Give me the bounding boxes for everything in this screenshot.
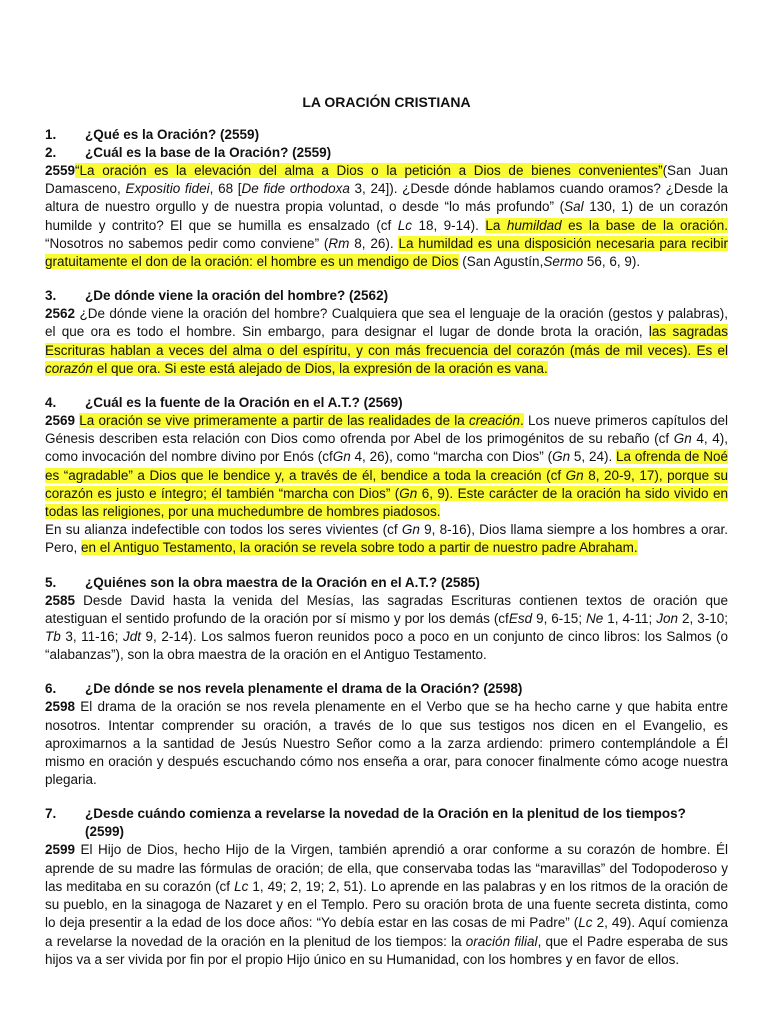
paragraph-ref: 2598 xyxy=(45,699,76,715)
text: , que el Padre esperaba de sus hijos va a ser vivida por fin por el propio Hijo único en su Humanidad, con los hombres y en favor de ellos. xyxy=(45,933,728,967)
question-number: 6. xyxy=(45,681,57,697)
italic-text: Jon xyxy=(656,610,679,626)
italic-text: Esd xyxy=(508,610,533,626)
text: 3, 24]). ¿Desde dónde hablamos cuando oramos? ¿Desde la altura de nuestro orgullo y de nuestra propia voluntad, o desde “lo más profundo” ( xyxy=(45,181,729,215)
question-7 xyxy=(45,805,728,841)
text: , 68 [ xyxy=(209,181,242,197)
question-number: 5. xyxy=(45,574,57,590)
question-number: 3. xyxy=(45,288,57,304)
text: el que ora. Si este está alejado de Dios, la expresión de la oración es vana. xyxy=(93,360,548,376)
italic-text: Gn xyxy=(565,467,584,483)
highlight xyxy=(79,413,524,428)
paragraph-2585 xyxy=(45,592,728,665)
question-number: 4. xyxy=(45,395,57,411)
question-text: ¿Desde cuándo comienza a revelarse la novedad de la Oración en la plenitud de los tiempos? (2599) xyxy=(85,806,686,840)
paragraph-2569-cont xyxy=(45,521,728,557)
text: Los nueve primeros capítulos del Génesis describen esta relación con Dios como ofrenda por Abel de los primogénitos de su rebaño (cf xyxy=(45,413,728,447)
question-2 xyxy=(45,144,728,162)
paragraph-ref: 2599 xyxy=(45,842,76,858)
text: 3, 11-16; xyxy=(60,629,123,645)
text: 9, 8-16), Dios llama siempre a los hombres a orar. Pero, xyxy=(45,522,729,556)
italic-text: Gn xyxy=(332,449,351,465)
text: Desde David hasta la venida del Mesías, las sagradas Escrituras contienen textos de oración que atestiguan el sentido profundo de la oración por sí mismo y por los demás (cf xyxy=(45,592,728,626)
italic-text: Rm xyxy=(328,235,350,251)
question-number: 1. xyxy=(45,127,57,142)
italic-text: Sermo xyxy=(543,254,584,270)
text: 5, 24). xyxy=(570,449,617,465)
text: 18, 9-14). xyxy=(411,217,486,233)
text: . xyxy=(520,413,524,429)
text: 1, 4-11; xyxy=(603,610,657,626)
italic-text: Lc xyxy=(578,915,593,931)
text: 130, 1) de un corazón humilde y contrito? El que se humilla es ensalzado (cf xyxy=(45,199,729,233)
italic-text: Lc xyxy=(234,878,249,894)
text: 4, 4), como invocación del nombre divino por Enós (cf xyxy=(45,431,728,465)
text: “Nosotros no sabemos pedir como conviene” ( xyxy=(45,235,329,251)
text: El Hijo de Dios, hecho Hijo de la Virgen, también aprendió a orar conforme a su corazón de hombre. Él aprende de su madre las fórmulas de oración; de ella, que conservaba todas las “maravillas” del Todopoderoso y las meditaba en su corazón (cf xyxy=(45,842,728,894)
paragraph-2599 xyxy=(45,841,728,968)
text: 4, 26), como “marcha con Dios” ( xyxy=(350,449,553,465)
italic-text: Expositio fidei xyxy=(125,181,210,197)
question-1 xyxy=(45,126,728,144)
paragraph-ref: 2559 xyxy=(45,163,76,178)
text: es la base de la oración. xyxy=(561,217,728,233)
paragraph-2562 xyxy=(45,305,728,378)
text: 8, 26). xyxy=(349,235,399,251)
text: 56, 6, 9). xyxy=(583,254,641,270)
italic-text: Tb xyxy=(45,629,61,645)
text: 6, 9). Este carácter de la oración ha sido vivido en todas las religiones, por una muchedumbre de hombres piadosos. xyxy=(45,485,728,520)
text: 2, 49). Aquí comienza a revelarse la novedad de la oración en la plenitud de los tiempos: la xyxy=(45,915,729,949)
italic-text: Lc xyxy=(397,217,412,233)
italic-text: humildad xyxy=(506,217,562,233)
question-3 xyxy=(45,287,728,305)
highlight: en el Antiguo Testamento, la oración se revela sobre todo a partir de nuestro padre Abraham. xyxy=(81,540,638,556)
question-text: ¿De dónde se nos revela plenamente el drama de la Oración? (2598) xyxy=(85,681,523,697)
text: La oración se vive primeramente a partir de las realidades de la xyxy=(79,413,470,429)
paragraph-ref: 2569 xyxy=(45,413,76,429)
question-text: ¿Qué es la Oración? (2559) xyxy=(85,127,260,142)
document-title: LA ORACIÓN CRISTIANA xyxy=(302,94,471,110)
question-4 xyxy=(45,394,728,412)
text: (San Juan Damasceno, xyxy=(45,163,728,197)
highlight xyxy=(485,218,728,233)
question-number: 7. xyxy=(45,806,57,822)
paragraph-2569 xyxy=(45,412,728,521)
italic-text: Jdt xyxy=(122,629,141,645)
question-6 xyxy=(45,680,728,698)
text: La ofrenda de Noé es “agradable” a Dios que le bendice y, a través de él, bendice a toda la creación (cf xyxy=(45,449,728,483)
text: El drama de la oración se nos revela plenamente en el Verbo que se ha hecho carne y que habita entre nosotros. Intentar comprender su oración, a través de lo que sus testigos nos dicen en el Evangelio, es aproximarnos a la santidad de Jesús Nuestro Señor como a la zarza ardiendo: primero contemplándole a Él mismo en oración y después escuchando cómo nos enseña a orar, para conocer finalmente cómo acoge nuestra plegaria. xyxy=(45,699,728,788)
italic-text: De fide orthodoxa xyxy=(241,181,350,197)
question-text: ¿De dónde viene la oración del hombre? (2562) xyxy=(85,288,389,304)
italic-text: Gn xyxy=(401,522,420,538)
highlight: La humildad es una disposición necesaria para recibir gratuitamente el don de la oración: el hombre es un mendigo de Dios xyxy=(45,235,728,270)
text: ¿De dónde viene la oración del hombre? Cualquiera que sea el lenguaje de la oración (gestos y palabras), el que ora es todo el hombre. Sin embargo, para designar el lugar de donde brota la oración, xyxy=(45,306,728,340)
question-text: ¿Quiénes son la obra maestra de la Oración en el A.T.? (2585) xyxy=(85,574,480,590)
text: La xyxy=(485,217,507,233)
paragraph-ref: 2562 xyxy=(45,306,76,322)
highlight: “La oración es la elevación del alma a Dios o la petición a Dios de bienes convenientes” xyxy=(75,163,663,178)
text: (San Agustín, xyxy=(458,254,544,270)
italic-text: Sal xyxy=(564,199,584,215)
text: 2, 3-10; xyxy=(678,610,729,626)
question-5 xyxy=(45,574,728,592)
italic-text: Gn xyxy=(673,431,692,447)
text: 8, 20-9, 17), porque su corazón es justo e íntegro; él también “marcha con Dios” ( xyxy=(45,467,728,501)
paragraph-ref: 2585 xyxy=(45,592,76,608)
question-number: 2. xyxy=(45,145,57,160)
text: 9, 2-14). Los salmos fueron reunidos poco a poco en un conjunto de cinco libros: los Salmos (o “alabanzas”), son la obra maestra de la oración en el Antiguo Testamento. xyxy=(45,629,728,663)
italic-text: oración filial xyxy=(465,933,538,949)
italic-text: Gn xyxy=(552,449,571,465)
question-text: ¿Cuál es la fuente de la Oración en el A.T.? (2569) xyxy=(85,395,403,411)
italic-text: Gn xyxy=(399,485,418,501)
text: 9, 6-15; xyxy=(532,610,587,626)
italic-text: Ne xyxy=(586,610,604,626)
text: En su alianza indefectible con todos los seres vivientes (cf xyxy=(45,522,402,538)
text: 1, 49; 2, 19; 2, 51). Lo aprende en las palabras y en los ritmos de la oración de su pueblo, en la sinagoga de Nazaret y en el Templo. Pero su oración brota de una fuente secreta distinta, como lo deja presentir a la edad de los doce años: “Yo debía estar en las cosas de mi Padre” ( xyxy=(45,878,728,931)
paragraph-2598 xyxy=(45,698,728,789)
italic-text: corazón xyxy=(45,360,94,376)
question-text: ¿Cuál es la base de la Oración? (2559) xyxy=(85,145,332,160)
italic-text: creación xyxy=(469,413,521,429)
text: las sagradas Escrituras hablan a veces del alma o del espíritu, y con más frecuencia del corazón (más de mil veces). Es el xyxy=(45,324,728,358)
paragraph-2559 xyxy=(45,162,728,271)
